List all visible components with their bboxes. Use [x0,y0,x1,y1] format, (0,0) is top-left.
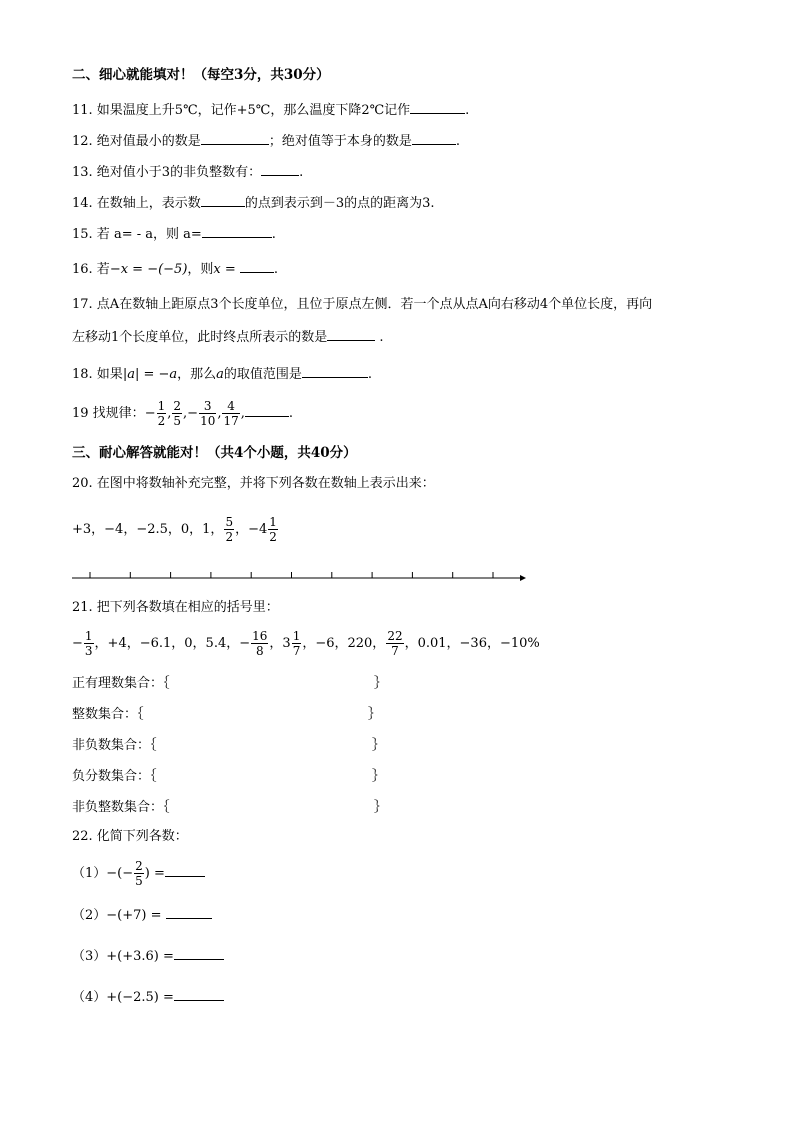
answer-blank[interactable] [201,193,245,207]
question-15: 15. 若 a= - a，则 a= . [72,224,276,244]
section3-title: 三、耐心解答就能对！（共4个小题，共40分） [72,445,357,461]
set-close-brace: ｝ [374,800,388,815]
set-close-brace: ｝ [374,676,388,691]
set-close-brace: ｝ [368,707,382,722]
sequence-fraction: $\frac{3}{10}$ [200,399,216,428]
fraction: $\frac{22}{7}$ [387,629,403,658]
answer-blank[interactable] [410,100,465,114]
question-20: 20. 在图中将数轴补充完整，并将下列各数在数轴上表示出来： [72,476,435,491]
sequence-fraction: $\frac{1}{2}$ [157,399,166,428]
answer-blank[interactable] [327,327,375,341]
answer-blank[interactable] [165,863,205,877]
question-14: 14. 在数轴上，表示数 的点到表示到－3的点的距离为3. [72,193,435,213]
question-18: 18. 如果|a| = −a，那么a的取值范围是 . [72,364,372,384]
question-22-3: （3）+(+3.6) = [72,946,224,966]
fraction: $\frac{16}{8}$ [252,629,268,658]
section2-title: 二、细心就能填对！（每空3分，共30分） [72,67,330,83]
fraction: $\frac{1}{7}$ [292,629,301,658]
question-11: 11. 如果温度上升5℃，记作+5℃，那么温度下降2℃记作 . [72,100,469,120]
minus-sign: − [187,406,199,421]
question-17-line2: 左移动1个长度单位，此时终点所表示的数是 . [72,327,384,347]
question-22-4: （4）+(−2.5) = [72,987,224,1007]
set-integer[interactable]: 整数集合：｛ [72,707,144,722]
set-close-brace: ｝ [372,738,386,753]
set-non-negative[interactable]: 非负数集合：｛ [72,738,157,753]
set-positive-rational[interactable]: 正有理数集合：｛ [72,676,170,691]
answer-blank[interactable] [261,162,299,176]
answer-blank[interactable] [202,224,272,238]
fraction: $\frac{5}{2}$ [225,515,234,544]
question-20-numbers: +3，−4，−2.5，0，1， $\frac{5}{2}$ ，−4 $\frac{1}{2}$ [72,515,277,544]
question-21-numbers: − $\frac{1}{3}$ ，+4，−6.1，0，5.4，− $\frac{16}{8}$ ，3 $\frac{1}{7}$ ，−6，220， $\frac{22}{7}$ ，0.01，−36，−10% [72,629,540,658]
question-21: 21. 把下列各数填在相应的括号里： [72,600,279,615]
question-12: 12. 绝对值最小的数是 ；绝对值等于本身的数是 . [72,131,460,151]
set-close-brace: ｝ [372,769,386,784]
set-negative-fraction[interactable]: 负分数集合：｛ [72,769,157,784]
answer-blank[interactable] [174,946,224,960]
sequence-fraction: $\frac{4}{17}$ [223,399,239,428]
answer-blank[interactable] [240,259,274,273]
fraction: $\frac{2}{5}$ [135,859,143,888]
answer-blank[interactable] [174,987,224,1001]
sequence-fraction: $\frac{2}{5}$ [173,399,182,428]
question-19: 19 找规律：− $\frac{1}{2}$ , $\frac{2}{5}$ ,− $\frac{3}{10}$ , $\frac{4}{17}$ , . [72,399,294,428]
sequence: − $\frac{1}{2}$ , $\frac{2}{5}$ ,− $\frac{3}{10}$ , $\frac{4}{17}$ [144,399,239,428]
minus-sign: − [144,406,156,421]
set-non-negative-integer[interactable]: 非负整数集合：｛ [72,800,170,815]
question-22: 22. 化简下列各数： [72,829,188,844]
answer-blank[interactable] [166,905,212,919]
number-line[interactable] [72,568,532,584]
fraction: $\frac{1}{2}$ [269,515,277,544]
question-22-1: （1）−(− $\frac{2}{5}$ ) = [72,856,205,892]
answer-blank[interactable] [302,364,368,378]
answer-blank[interactable] [412,131,456,145]
question-17-line1: 17. 点A在数轴上距原点3个长度单位，且位于原点左侧．若一个点从点A向右移动4个单位长度，再向 [72,297,653,312]
answer-blank[interactable] [201,131,269,145]
question-22-2: （2）−(+7) = [72,905,212,925]
fraction: $\frac{1}{3}$ [84,629,93,658]
question-16: 16. 若−x = −(−5)，则x = . [72,259,278,279]
answer-blank[interactable] [245,403,289,417]
question-13: 13. 绝对值小于3的非负整数有： . [72,162,303,182]
